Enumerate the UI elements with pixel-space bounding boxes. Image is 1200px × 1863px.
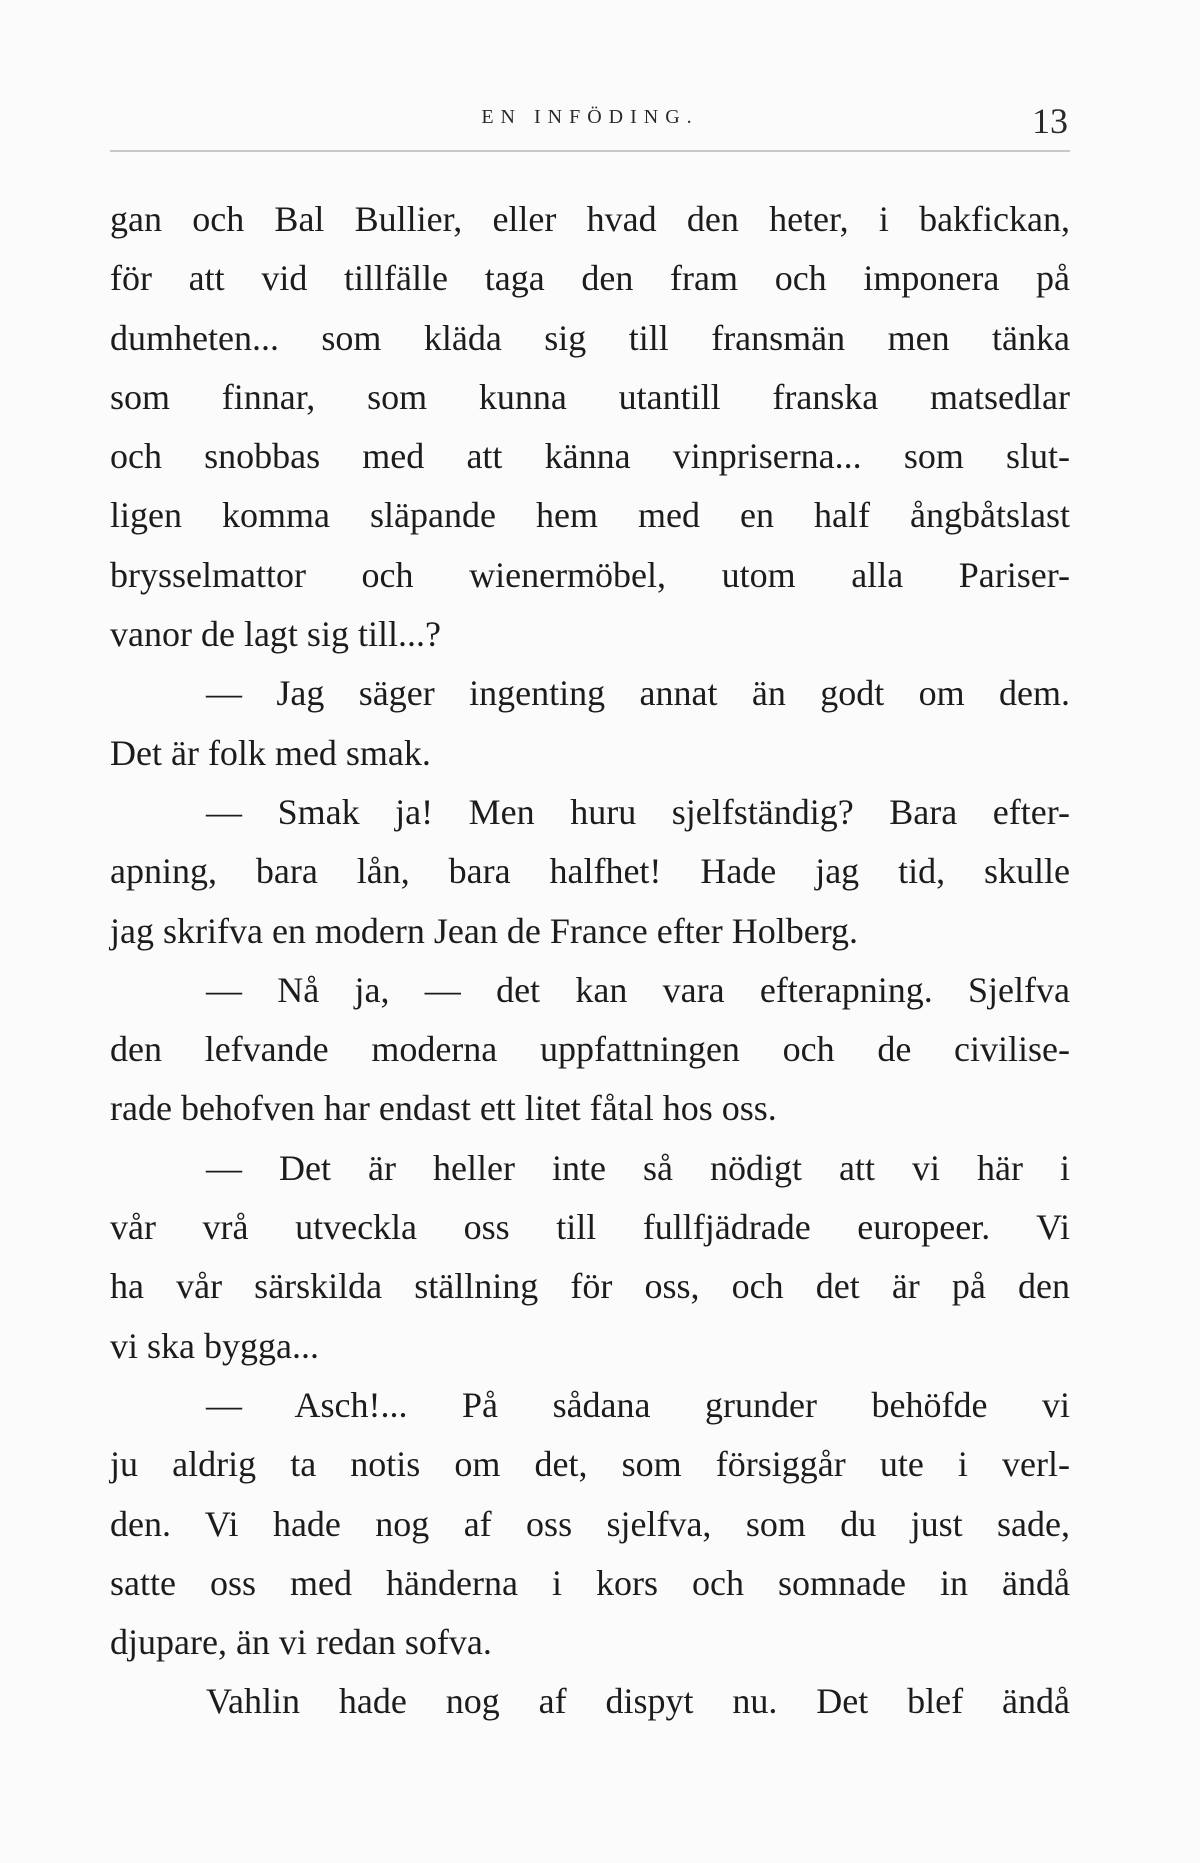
text-line: — Det är heller inte så nödigt att vi här i	[206, 1147, 1070, 1188]
text-line: Det är folk med smak.	[110, 732, 431, 773]
text-line: — Smak ja! Men huru sjelfständig? Bara efter-	[206, 791, 1070, 832]
text-line: jag skrifva en modern Jean de France efter Holberg.	[110, 910, 859, 951]
text-line: satte oss med händerna i kors och somnade in ändå	[110, 1562, 1070, 1603]
text-line: brysselmattor och wienermöbel, utom alla Pariser-	[110, 554, 1070, 595]
text-line: — Nå ja, — det kan vara efterapning. Sjelfva	[206, 969, 1070, 1010]
text-line: och snobbas med att känna vinpriserna... som slut-	[110, 436, 1070, 477]
text-line: Vahlin hade nog af dispyt nu. Det blef ändå	[206, 1681, 1070, 1722]
text-line: rade behofven har endast ett litet fåtal hos oss.	[110, 1088, 777, 1129]
text-line: vanor de lagt sig till...?	[110, 614, 441, 655]
text-line: — Asch!... På sådana grunder behöfde vi	[206, 1384, 1070, 1425]
text-line: ju aldrig ta notis om det, som försiggår ute i verl-	[110, 1444, 1070, 1485]
page-number: 13	[1032, 101, 1068, 141]
text-line: den lefvande moderna uppfattningen och de civilise-	[110, 1029, 1070, 1070]
text-line: för att vid tillfälle taga den fram och imponera på	[110, 258, 1070, 299]
text-line: apning, bara lån, bara halfhet! Hade jag tid, skulle	[110, 851, 1070, 892]
body-text	[110, 190, 1070, 1732]
text-line: den. Vi hade nog af oss sjelfva, som du just sade,	[110, 1503, 1070, 1544]
text-line: vår vrå utveckla oss till fullfjädrade europeer. Vi	[110, 1207, 1070, 1248]
text-line: som finnar, som kunna utantill franska matsedlar	[110, 376, 1070, 417]
text-line: dumheten... som kläda sig till fransmän men tänka	[110, 317, 1070, 358]
text-line: djupare, än vi redan sofva.	[110, 1622, 492, 1663]
running-title: EN INFÖDING.	[481, 106, 699, 128]
text-line: gan och Bal Bullier, eller hvad den heter, i bakfickan,	[110, 199, 1070, 239]
page-header	[110, 100, 1070, 150]
text-line: ligen komma släpande hem med en half ångbåtslast	[110, 495, 1070, 536]
header-rule	[110, 150, 1070, 152]
text-line: vi ska bygga...	[110, 1325, 319, 1366]
text-line: ha vår särskilda ställning för oss, och det är på den	[110, 1266, 1070, 1307]
text-line: — Jag säger ingenting annat än godt om dem.	[206, 673, 1070, 714]
